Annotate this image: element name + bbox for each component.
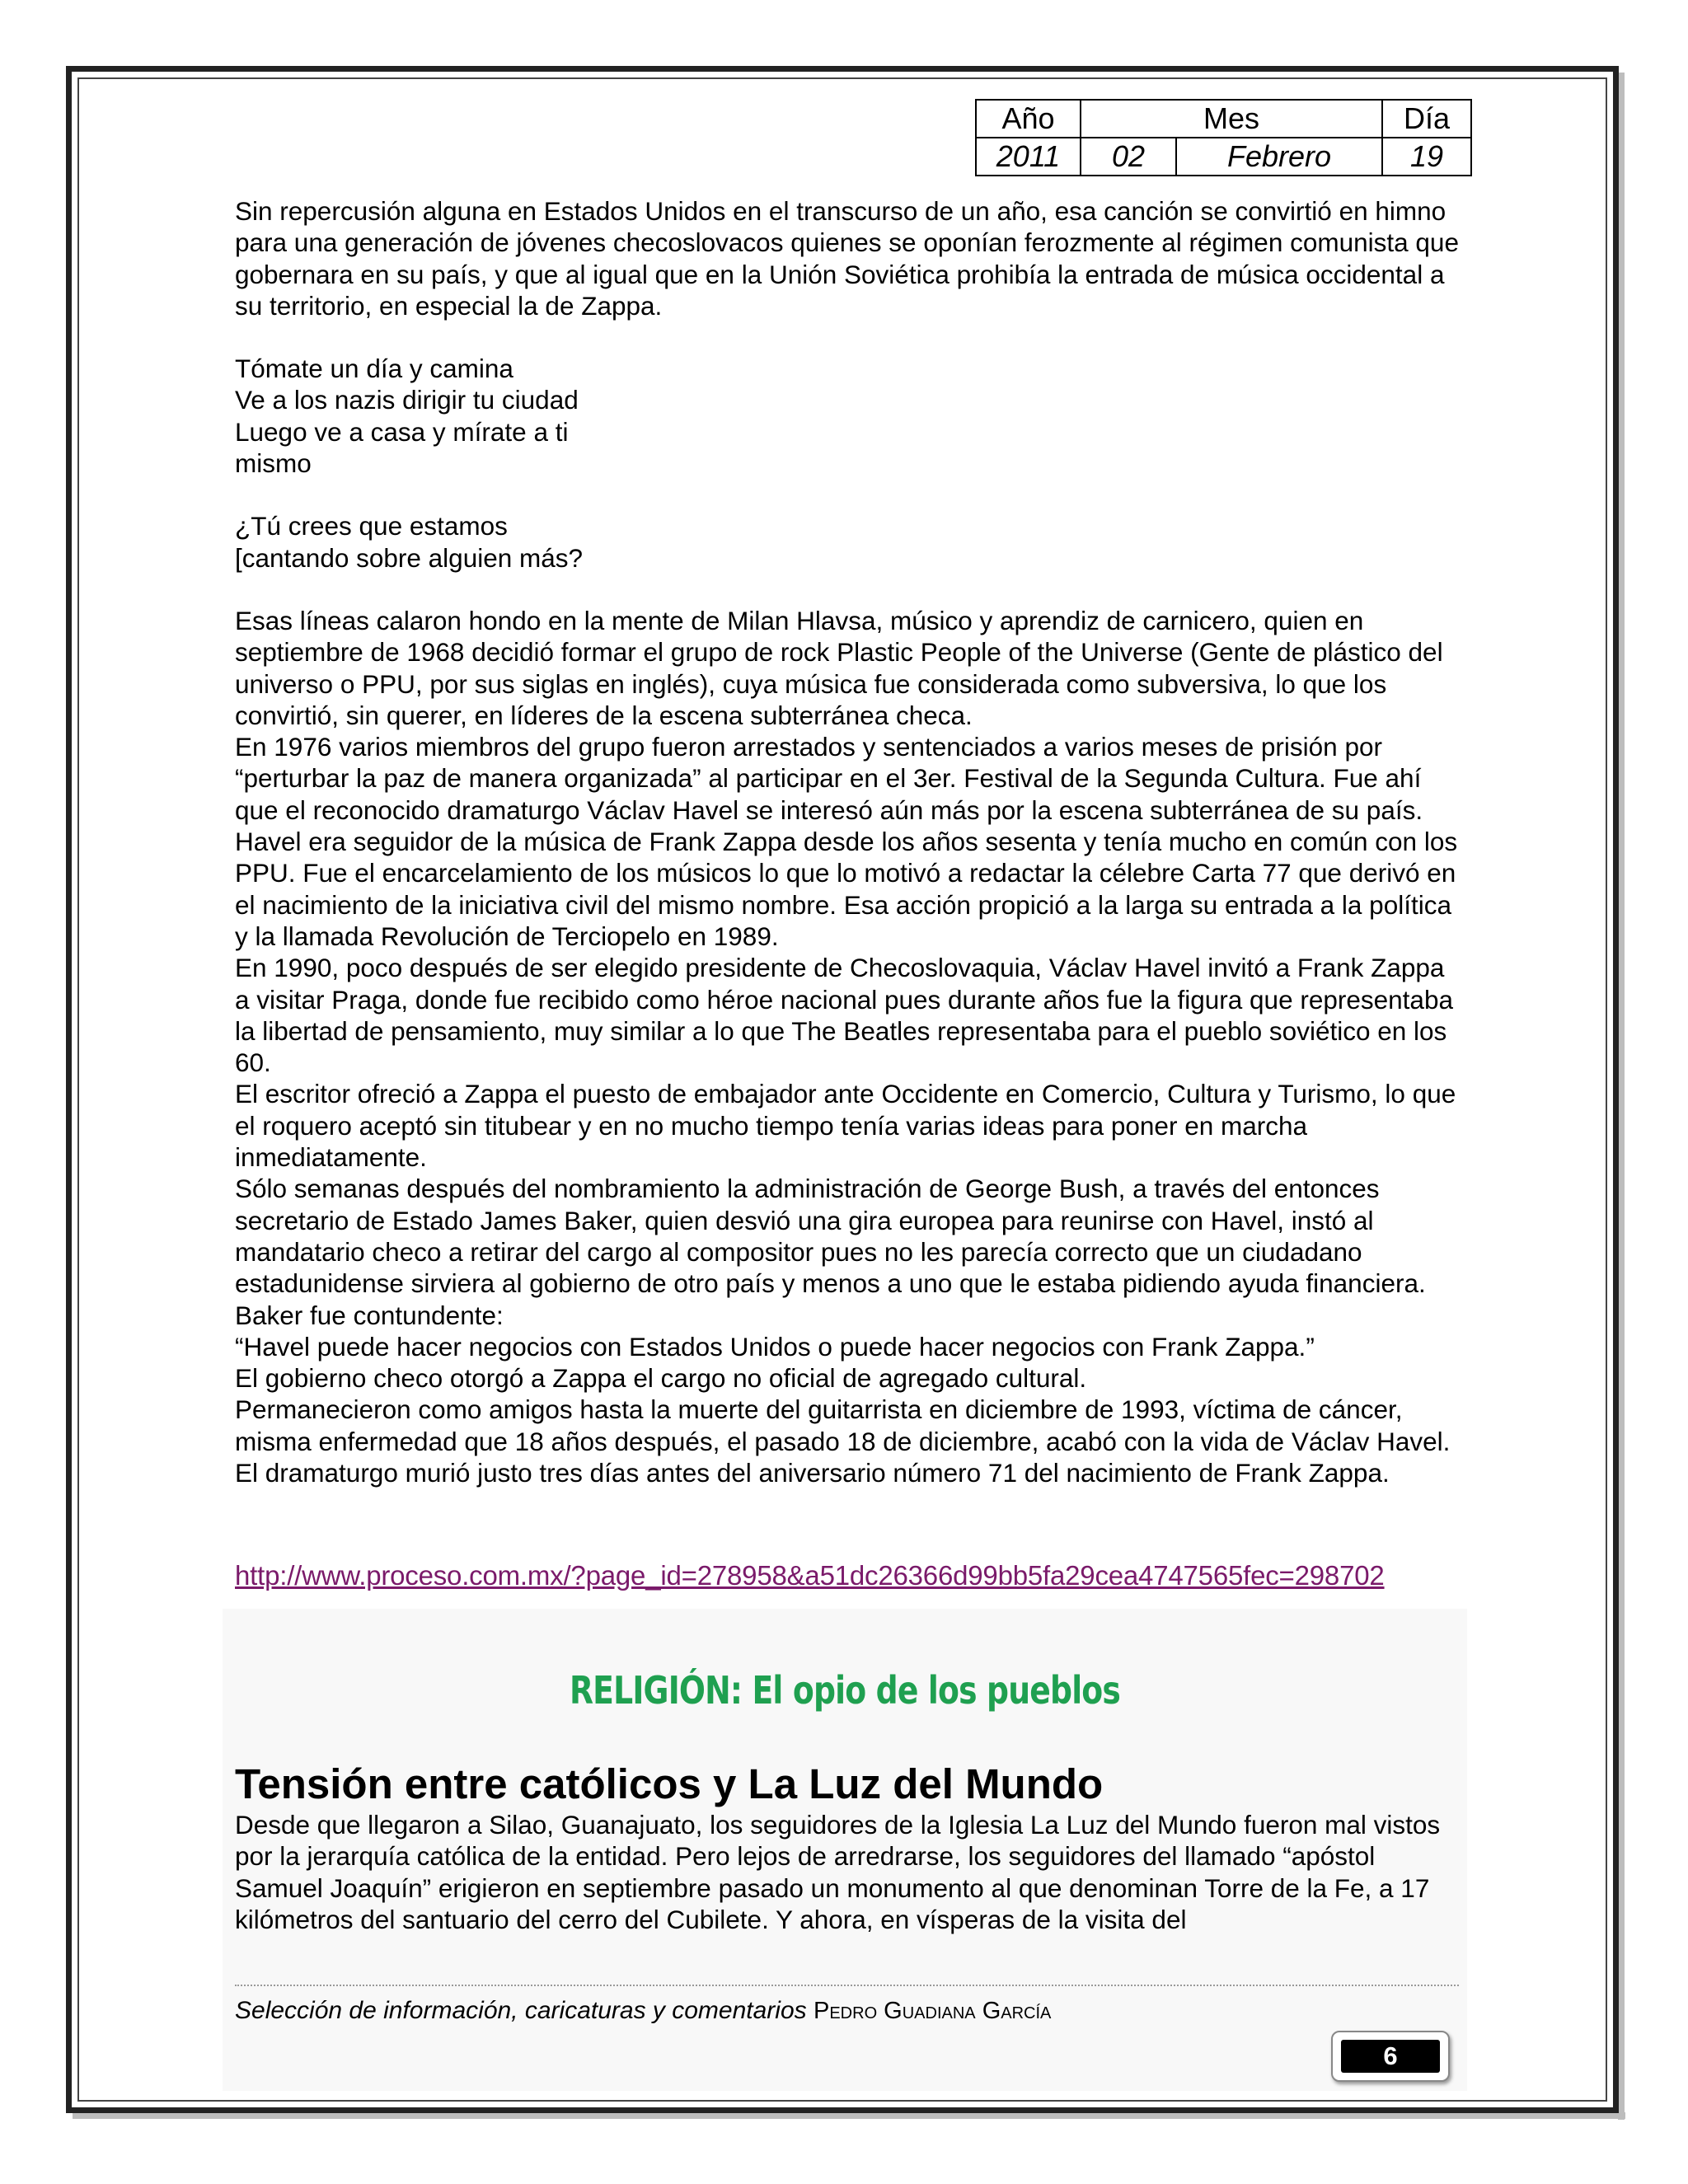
month-number: 02 bbox=[1081, 138, 1176, 176]
page-number: 6 bbox=[1341, 2040, 1440, 2073]
article-paragraph: Sólo semanas después del nombramiento la administración de George Bush, a través del entonces secretario de Estado James Baker, quien desvió una gira europea para reunirse con Havel, instó al mandatario checo a retirar del cargo al compositor pues no les parecía correcto que un ciudadano estadunidense sirviera al gobierno de otro país y menos a uno que le estaba pidiendo ayuda financiera. Baker fue contundente: bbox=[235, 1174, 1426, 1330]
day-header: Día bbox=[1382, 100, 1471, 138]
footer-credit bbox=[235, 1997, 1051, 2025]
date-table-value-row bbox=[976, 138, 1471, 176]
article-intro: Sin repercusión alguna en Estados Unidos en el transcurso de un año, esa canción se convirtió en himno para una generación de jóvenes checoslovacos quienes se oponían ferozmente al régimen comunista que gobernara en su país, y que al igual que en la Unión Soviética prohibía la entrada de música occidental a su territorio, en especial la de Zappa. bbox=[235, 196, 1459, 321]
lyric-line: mismo bbox=[235, 448, 312, 479]
article-paragraph: Havel era seguidor de la música de Frank Zappa desde los años sesenta y tenía mucho en común con los PPU. Fue el encarcelamiento de los músicos lo que lo motivó a redactar la célebre Carta 77 que derivó en el nacimiento de la iniciativa civil del mismo nombre. Esa acción propició a la larga su entrada a la política y la llamada Revolución de Terciopelo en 1989. bbox=[235, 827, 1458, 951]
footer-credit-text: Selección de información, caricaturas y comentarios bbox=[235, 1997, 807, 2024]
lyric-line: ¿Tú crees que estamos bbox=[235, 511, 508, 541]
source-link[interactable]: http://www.proceso.com.mx/?page_id=278958&a51dc26366d99bb5fa29cea4747565fec=298702 bbox=[235, 1560, 1385, 1591]
article2-body bbox=[235, 1809, 1463, 1935]
article2-paragraph: Desde que llegaron a Silao, Guanajuato, los seguidores de la Iglesia La Luz del Mundo fueron mal vistos por la jerarquía católica de la entidad. Pero lejos de arredrarse, los seguidores del llamado “apóstol Samuel Joaquín” erigieron en septiembre pasado un monumento al que denominan Torre de la Fe, a 17 kilómetros del santuario del cerro del Cubilete. Y ahora, en vísperas de la visita del bbox=[235, 1810, 1441, 1934]
article-paragraph: En 1990, poco después de ser elegido presidente de Checoslovaquia, Václav Havel invitó a Frank Zappa a visitar Praga, donde fue recibido como héroe nacional pues durante años fue la figura que representaba la libertad de pensamiento, muy similar a lo que The Beatles representaba para el pueblo soviético en los 60. bbox=[235, 953, 1453, 1078]
article-paragraph: Esas líneas calaron hondo en la mente de Milan Hlavsa, músico y aprendiz de carnicero, quien en septiembre de 1968 decidió formar el grupo de rock Plastic People of the Universe (Gente de plástico del universo o PPU, por sus siglas en inglés), cuya música fue considerada como subversiva, lo que los convirtió, sin querer, en líderes de la escena subterránea checa. bbox=[235, 605, 1443, 730]
lyric-line: Luego ve a casa y mírate a ti bbox=[235, 416, 569, 447]
date-table bbox=[975, 99, 1472, 176]
section-title: RELIGIÓN: El opio de los pueblos bbox=[569, 1668, 1121, 1713]
article-headline: Tensión entre católicos y La Luz del Mundo bbox=[235, 1760, 1104, 1807]
day-value: 19 bbox=[1382, 138, 1471, 176]
year-header: Año bbox=[976, 100, 1081, 138]
article-paragraph: Permanecieron como amigos hasta la muerte del guitarrista en diciembre de 1993, víctima de cáncer, misma enfermedad que 18 años después, el pasado 18 de diciembre, acabó con la vida de Václav Havel. El dramaturgo murió justo tres días antes del aniversario número 71 del nacimiento de Frank Zappa. bbox=[235, 1394, 1451, 1488]
article-paragraph: El escritor ofreció a Zappa el puesto de embajador ante Occidente en Comercio, Cultura y Turismo, lo que el roquero aceptó sin titubear y en no mucho tiempo tenía varias ideas para poner en marcha inmediatamente. bbox=[235, 1079, 1456, 1173]
page-number-box bbox=[1331, 2031, 1450, 2082]
article-paragraph: En 1976 varios miembros del grupo fueron arrestados y sentenciados a varios meses de prisión por “perturbar la paz de manera organizada” al participar en el 3er. Festival de la Segunda Cultura. Fue ahí que el reconocido dramaturgo Václav Havel se interesó aún más por la escena subterránea de su país. bbox=[235, 732, 1423, 825]
article-body bbox=[235, 195, 1463, 1488]
month-header: Mes bbox=[1081, 100, 1382, 138]
month-name: Febrero bbox=[1176, 138, 1382, 176]
frame-shadow bbox=[73, 2112, 1625, 2119]
footer-divider bbox=[235, 1985, 1459, 1986]
lyric-line: [cantando sobre alguien más? bbox=[235, 542, 584, 573]
article-paragraph: El gobierno checo otorgó a Zappa el cargo no oficial de agregado cultural. bbox=[235, 1363, 1087, 1394]
article-quote: “Havel puede hacer negocios con Estados Unidos o puede hacer negocios con Frank Zappa.” bbox=[235, 1331, 1315, 1361]
lyric-line: Ve a los nazis dirigir tu ciudad bbox=[235, 385, 579, 415]
frame-shadow bbox=[1618, 73, 1625, 2120]
lyric-line: Tómate un día y camina bbox=[235, 354, 513, 384]
footer-author: Pedro Guadiana García bbox=[814, 1998, 1052, 2024]
year-value: 2011 bbox=[976, 138, 1081, 176]
date-table-header-row bbox=[976, 100, 1471, 138]
